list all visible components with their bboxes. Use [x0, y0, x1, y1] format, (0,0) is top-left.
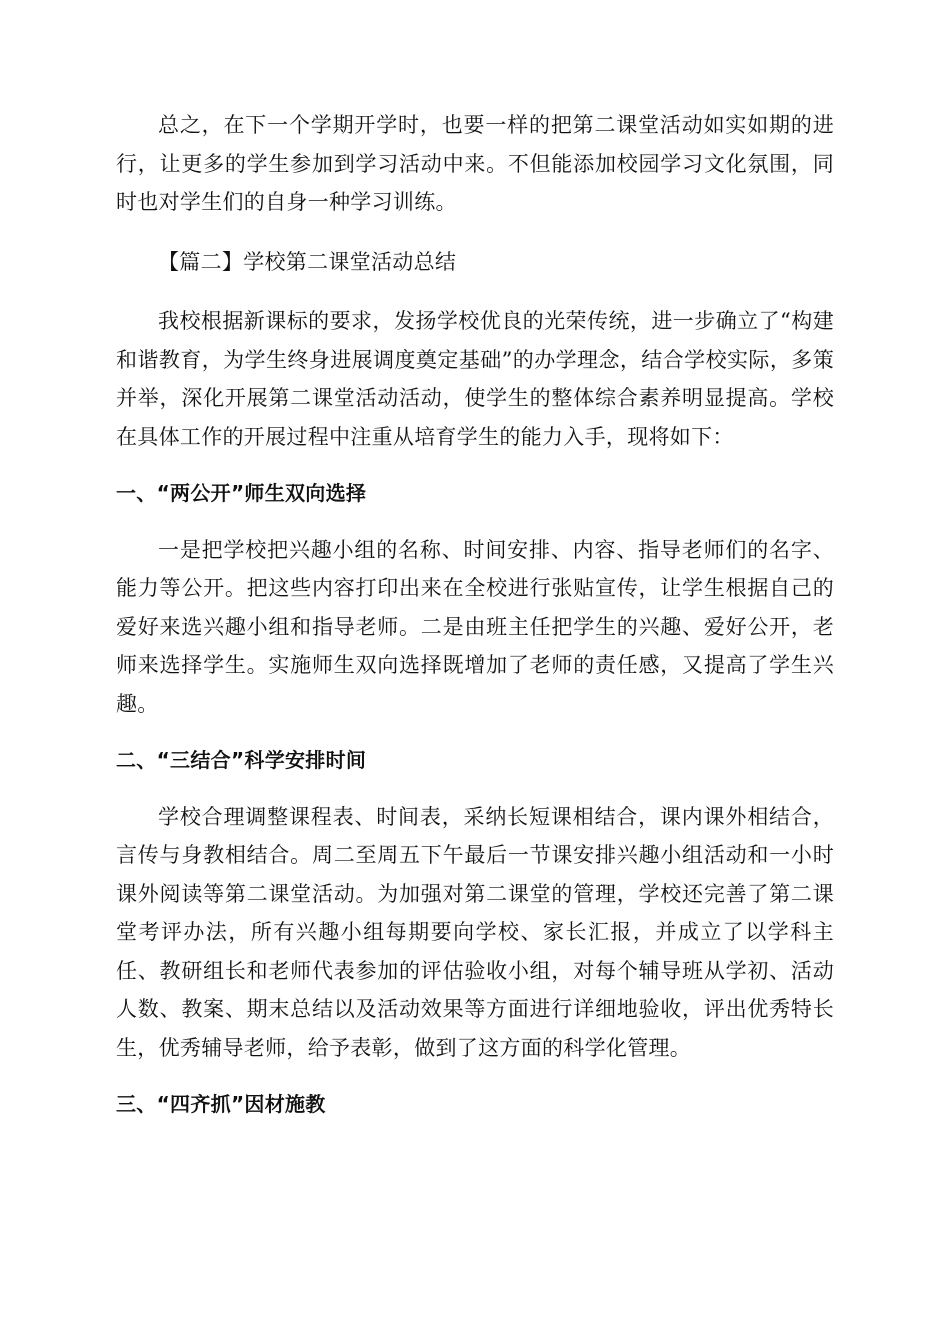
paragraph-two-publics: 一是把学校把兴趣小组的名称、时间安排、内容、指导老师们的名字、能力等公开。把这些内容打印出来在全校进行张贴宣传，让学生根据自己的爱好来选兴趣小组和指导老师。二是由班主任把学生的兴趣、爱好公开，老师来选择学生。实施师生双向选择既增加了老师的责任感，又提高了学生兴趣。	[116, 537, 834, 716]
heading-one: 一、“两公开”师生双向选择	[116, 481, 367, 505]
paragraph-conclusion: 总之，在下一个学期开学时，也要一样的把第二课堂活动如实如期的进行，让更多的学生参加到学习活动中来。不但能添加校园学习文化氛围，同时也对学生们的自身一种学习训练。	[116, 113, 834, 214]
paragraph-intro: 我校根据新课标的要求，发扬学校优良的光荣传统，进一步确立了“构建和谐教育，为学生终身进展调度奠定基础”的办学理念，结合学校实际，多策并举，深化开展第二课堂活动活动，使学生的整体综合素养明显提高。学校在具体工作的开展过程中注重从培育学生的能力入手，现将如下：	[116, 309, 834, 449]
paragraph-three-combinations: 学校合理调整课程表、时间表，采纳长短课相结合，课内课外相结合，言传与身教相结合。周二至周五下午最后一节课安排兴趣小组活动和一小时课外阅读等第二课堂活动。为加强对第二课堂的管理，学校还完善了第二课堂考评办法，所有兴趣小组每期要向学校、家长汇报，并成立了以学科主任、教研组长和老师代表参加的评估验收小组，对每个辅导班从学初、活动人数、教案、期末总结以及活动效果等方面进行详细地验收，评出优秀特长生，优秀辅导老师，给予表彰，做到了这方面的科学化管理。	[116, 804, 834, 1060]
section-title-part-two: 【篇二】学校第二课堂活动总结	[158, 249, 457, 274]
document-page	[116, 106, 834, 1124]
heading-two: 二、“三结合”科学安排时间	[116, 748, 367, 772]
heading-three: 三、“四齐抓”因材施教	[116, 1092, 326, 1116]
